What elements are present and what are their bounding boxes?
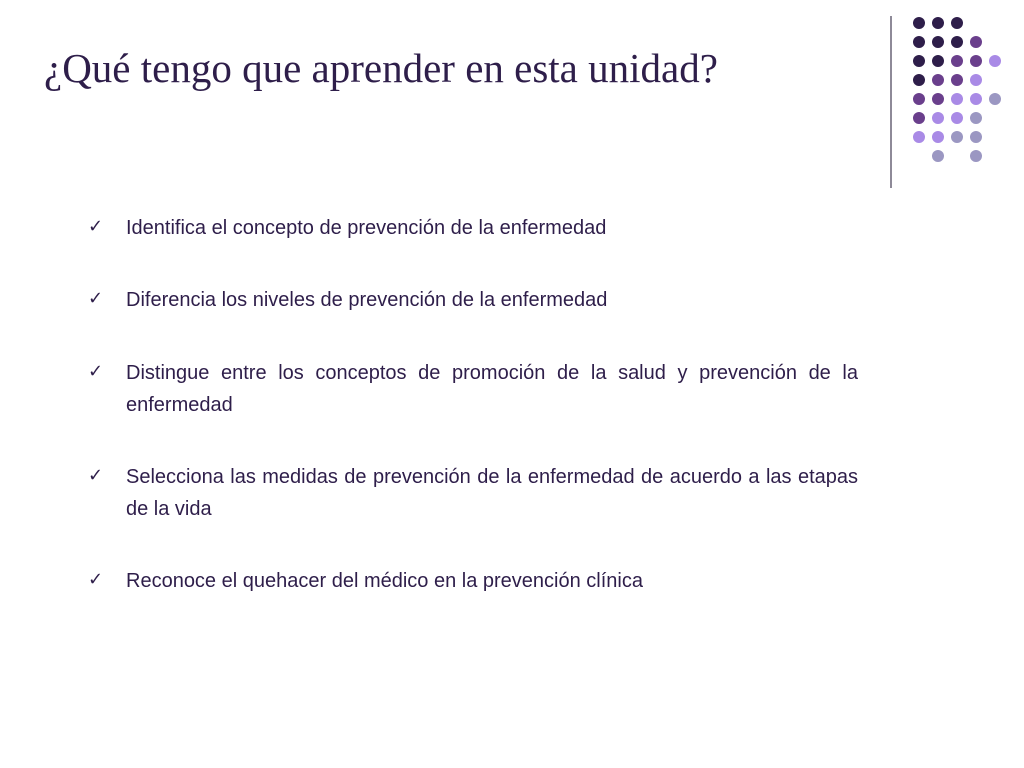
decorative-dot — [970, 150, 982, 162]
check-icon: ✓ — [88, 216, 104, 237]
list-item-text: Diferencia los niveles de prevención de la enfermedad — [126, 289, 608, 311]
decorative-dot — [932, 74, 944, 86]
decorative-dot — [913, 74, 925, 86]
decorative-dot — [951, 17, 963, 29]
decorative-dot-grid — [0, 0, 1024, 200]
check-icon: ✓ — [88, 288, 104, 309]
decorative-dot — [913, 55, 925, 67]
decorative-dot — [970, 131, 982, 143]
decorative-dot — [932, 112, 944, 124]
list-item — [88, 461, 858, 525]
decorative-dot — [932, 150, 944, 162]
check-icon: ✓ — [88, 465, 104, 486]
vertical-divider — [890, 16, 892, 188]
decorative-dot — [970, 112, 982, 124]
decorative-dot — [970, 93, 982, 105]
decorative-dot — [951, 55, 963, 67]
decorative-dot — [989, 55, 1001, 67]
decorative-dot — [970, 74, 982, 86]
check-icon: ✓ — [88, 361, 104, 382]
decorative-dot — [989, 93, 1001, 105]
list-item-text: Selecciona las medidas de prevención de la enfermedad de acuerdo a las etapas de la vida — [126, 466, 858, 520]
decorative-dot — [932, 17, 944, 29]
decorative-dot — [951, 36, 963, 48]
decorative-dot — [951, 131, 963, 143]
decorative-dot — [913, 131, 925, 143]
decorative-dot — [970, 36, 982, 48]
decorative-dot — [913, 36, 925, 48]
list-item — [88, 565, 858, 597]
decorative-dot — [970, 55, 982, 67]
decorative-dot — [951, 93, 963, 105]
list-item-text: Identifica el concepto de prevención de la enfermedad — [126, 217, 607, 239]
decorative-dot — [913, 17, 925, 29]
list-item-text: Distingue entre los conceptos de promoción de la salud y prevención de la enfermedad — [126, 362, 858, 416]
decorative-dot — [913, 112, 925, 124]
decorative-dot — [932, 55, 944, 67]
list-item — [88, 284, 858, 316]
page-title: ¿Qué tengo que aprender en esta unidad? — [44, 45, 718, 91]
list-item — [88, 357, 858, 421]
decorative-dot — [951, 112, 963, 124]
decorative-dot — [932, 36, 944, 48]
decorative-dot — [932, 131, 944, 143]
decorative-dot — [913, 93, 925, 105]
decorative-dot — [932, 93, 944, 105]
list-item-text: Reconoce el quehacer del médico en la prevención clínica — [126, 570, 643, 592]
objectives-list — [88, 212, 858, 637]
check-icon: ✓ — [88, 569, 104, 590]
decorative-dot — [951, 74, 963, 86]
list-item — [88, 212, 858, 244]
